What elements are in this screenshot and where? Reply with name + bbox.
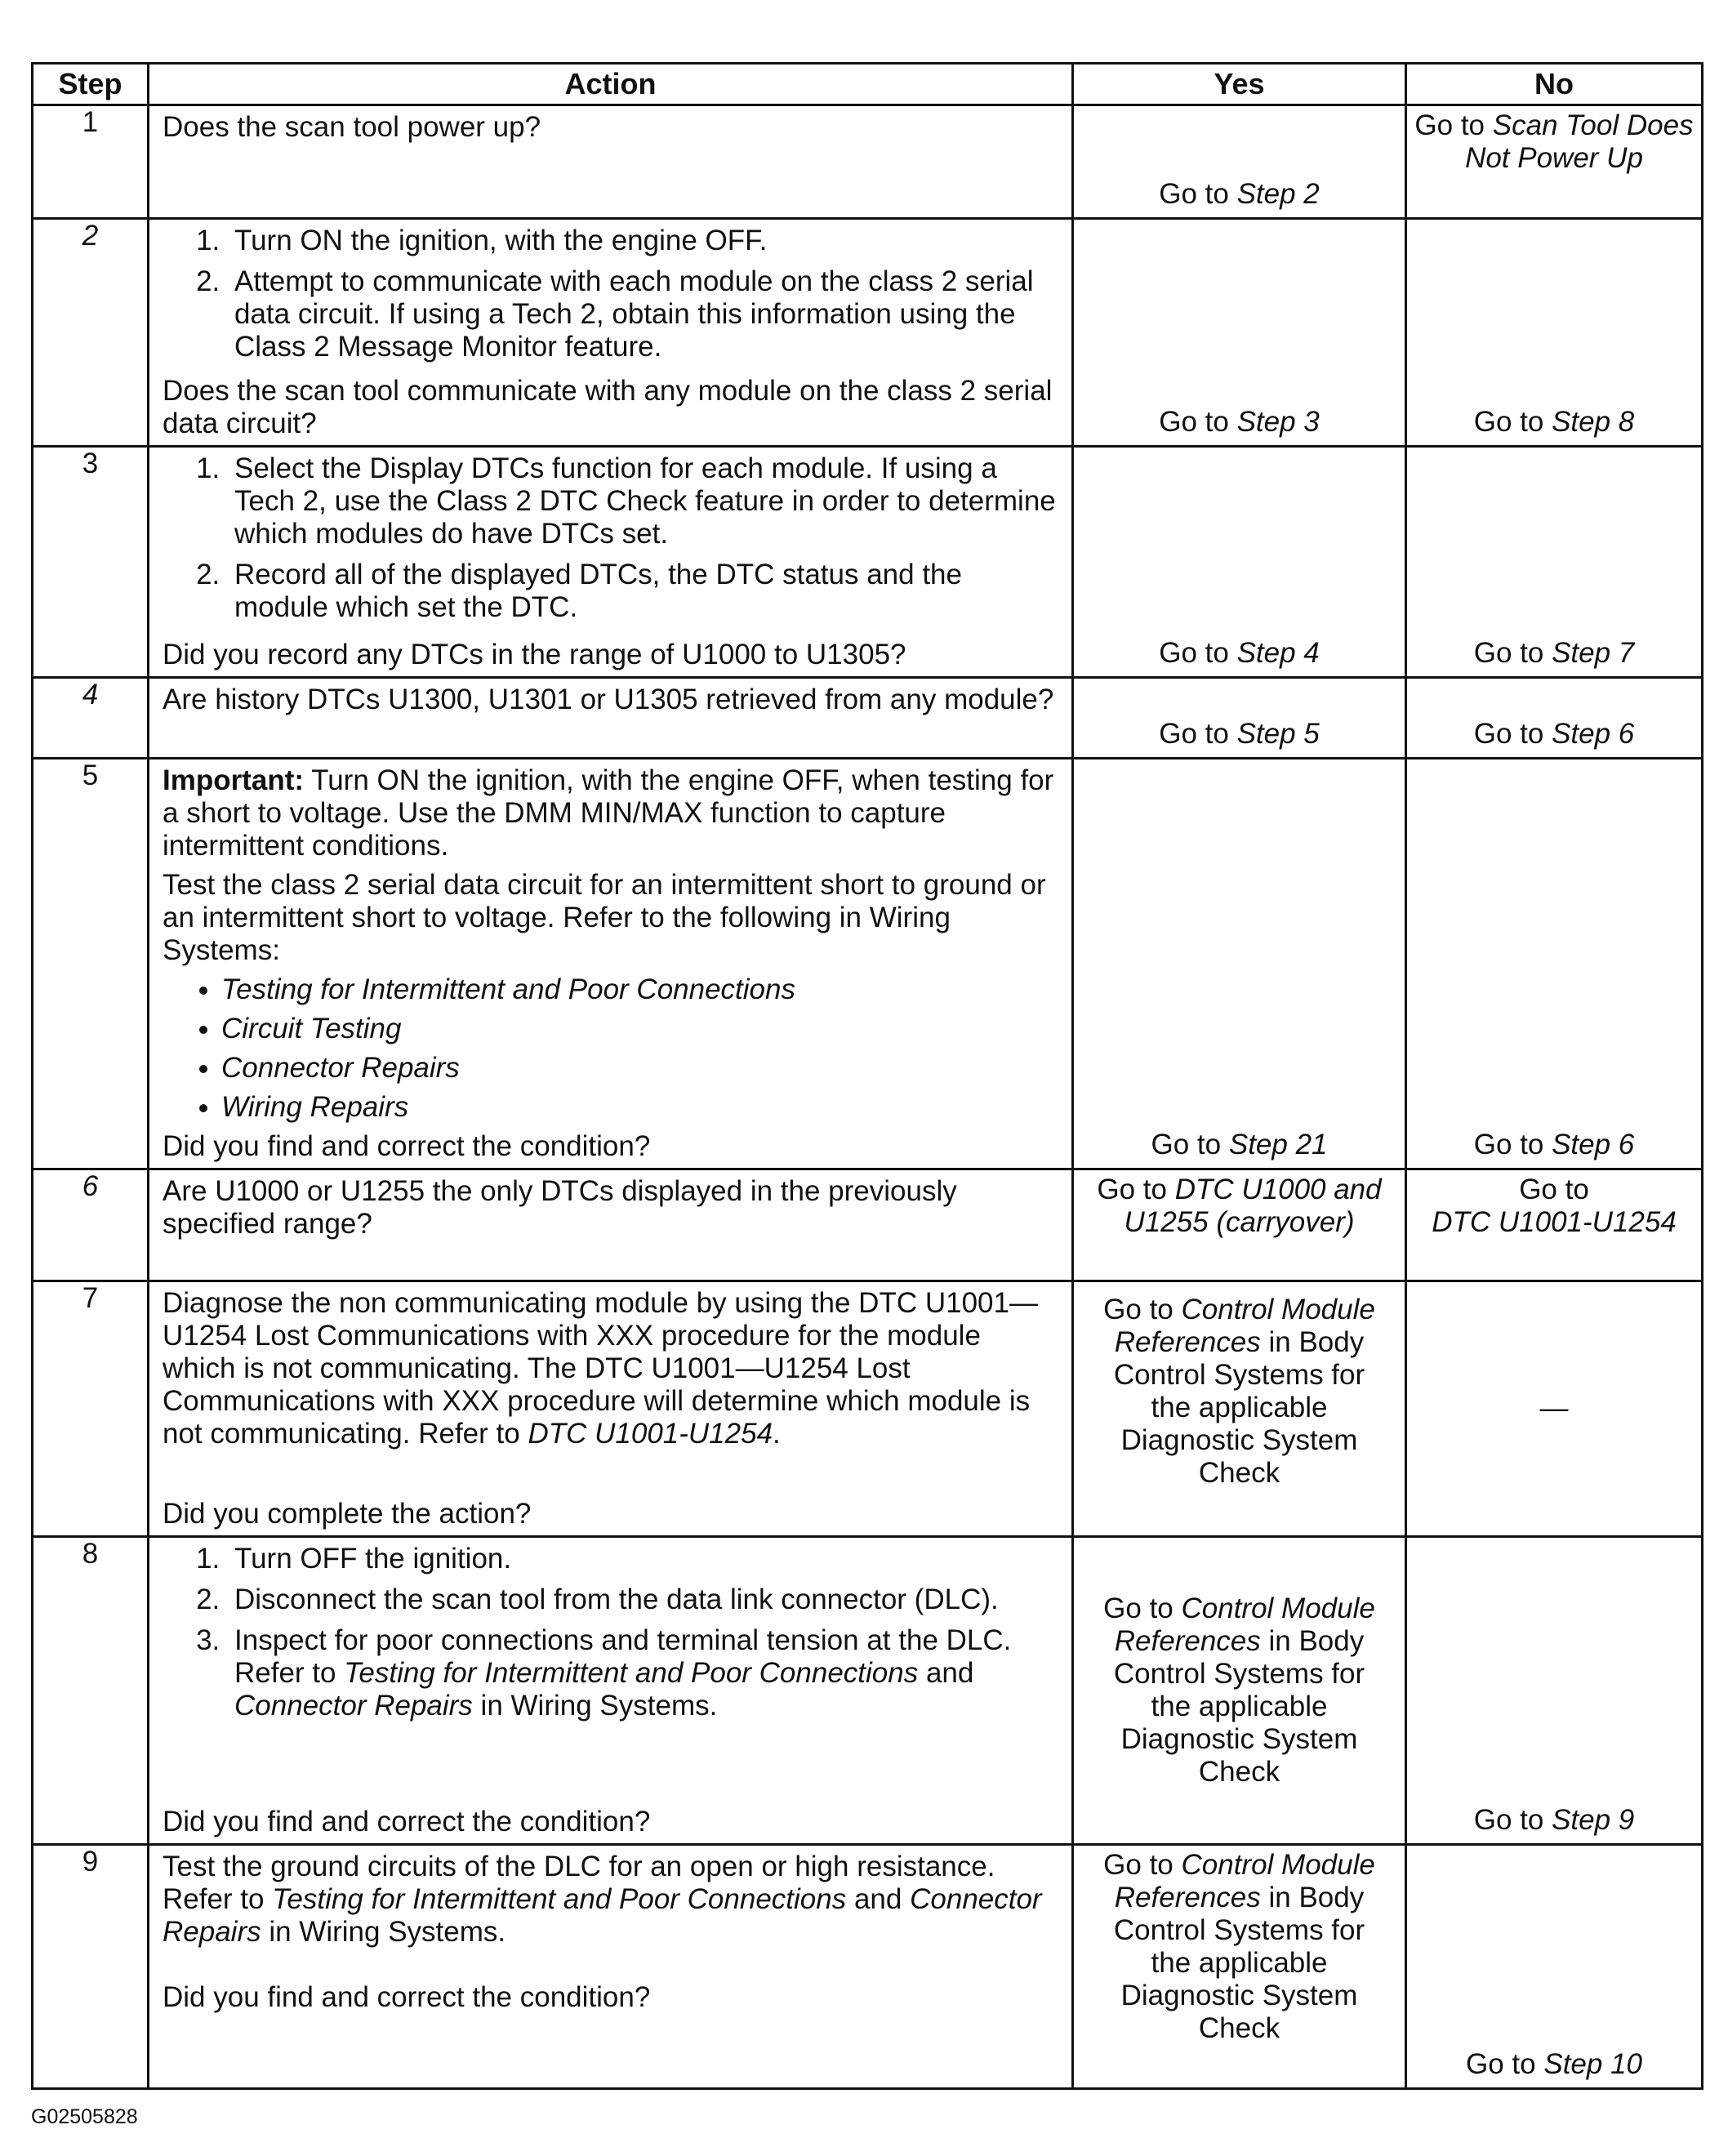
diagnostic-procedure-table — [31, 62, 1704, 2090]
table-row — [33, 1281, 1703, 1537]
figure-id: G02505828 — [31, 2105, 138, 2128]
action-cell — [149, 447, 1073, 678]
dtc-link[interactable]: DTC U1000 and U1255 (carryover) — [1124, 1174, 1382, 1238]
list-item: 1. Turn OFF the ignition. — [228, 1543, 1058, 1575]
go-to-label: Go to — [1473, 718, 1544, 750]
go-to-label: Go to — [1151, 1129, 1222, 1160]
go-to-label: Go to — [1103, 1849, 1174, 1881]
reference-link[interactable]: • Connector Repairs — [221, 1052, 1058, 1085]
action-cell — [149, 1537, 1073, 1845]
step-number: 4 — [33, 678, 149, 759]
yes-cell[interactable] — [1073, 678, 1406, 759]
go-to-label: Go to — [1159, 406, 1229, 438]
scan-tool-link[interactable]: Scan Tool Does Not Power Up — [1465, 109, 1694, 174]
go-to-label: Go to — [1473, 637, 1544, 669]
question-text: Did you find and correct the condition? — [163, 1981, 651, 2013]
list-item: 2. Record all of the displayed DTCs, the DTC status and the module which set the DTC. — [228, 559, 1058, 624]
step-link[interactable]: Step 6 — [1552, 718, 1635, 750]
step-number: 1 — [33, 105, 149, 219]
table-row — [33, 1537, 1703, 1845]
no-cell — [1406, 1281, 1703, 1537]
go-to-label: Go to — [1466, 2048, 1536, 2080]
step-link[interactable]: Step 21 — [1228, 1129, 1328, 1160]
question-text: Are history DTCs U1300, U1301 or U1305 retrieved from any module? — [163, 684, 1054, 715]
yes-cell[interactable] — [1073, 219, 1406, 447]
yes-cell[interactable] — [1073, 1281, 1406, 1537]
yes-cell[interactable] — [1073, 105, 1406, 219]
no-cell[interactable] — [1406, 105, 1703, 219]
step-number: 9 — [33, 1845, 149, 2089]
important-note — [163, 764, 1058, 862]
go-to-label: Go to — [1159, 637, 1229, 669]
table-row — [33, 678, 1703, 759]
go-to-label: Go to — [1414, 109, 1485, 141]
step-link[interactable]: Step 2 — [1236, 178, 1320, 210]
question-text: Does the scan tool communicate with any module on the class 2 serial data circuit? — [163, 375, 1053, 439]
reference-text: in Body Control Systems for the applicable Diagnostic System Check — [1113, 1625, 1365, 1788]
control-module-link[interactable]: Control Module References — [1114, 1294, 1375, 1358]
go-to-label: Go to — [1159, 718, 1229, 750]
action-cell — [149, 1845, 1073, 2089]
question-text: Does the scan tool power up? — [163, 111, 541, 143]
table-row — [33, 1845, 1703, 2089]
reference-link[interactable]: • Testing for Intermittent and Poor Connections — [221, 973, 1058, 1006]
header-step: Step — [33, 64, 149, 105]
list-item: 2. Disconnect the scan tool from the data link connector (DLC). — [228, 1584, 1058, 1616]
control-module-link[interactable]: Control Module References — [1114, 1849, 1375, 1913]
control-module-link[interactable]: Control Module References — [1114, 1592, 1375, 1657]
action-cell — [149, 219, 1073, 447]
no-cell[interactable] — [1406, 219, 1703, 447]
step-number: 7 — [33, 1281, 149, 1537]
step-link[interactable]: Step 10 — [1543, 2048, 1642, 2080]
yes-cell[interactable] — [1073, 759, 1406, 1169]
reference-link[interactable]: Testing for Intermittent and Poor Connections — [344, 1657, 919, 1689]
step-number: 8 — [33, 1537, 149, 1845]
go-to-label: Go to — [1519, 1174, 1589, 1205]
go-to-label: Go to — [1159, 178, 1229, 210]
dtc-link[interactable]: DTC U1001-U1254 — [528, 1418, 773, 1450]
important-label: Important: — [163, 764, 305, 796]
important-text: Turn ON the ignition, with the engine OFF, when testing for a short to voltage. Use the DMM MIN/MAX function to capture intermittent conditions. — [163, 764, 1054, 862]
go-to-label: Go to — [1473, 1129, 1544, 1160]
step-list — [163, 1543, 1058, 1722]
table-row — [33, 219, 1703, 447]
question-text: Did you complete the action? — [163, 1498, 532, 1530]
step-link[interactable]: Step 4 — [1236, 637, 1320, 669]
action-text: Test the class 2 serial data circuit for an intermittent short to ground or an intermittent short to voltage. Refer to the following in Wiring Systems: — [163, 869, 1046, 966]
yes-cell[interactable] — [1073, 1169, 1406, 1281]
question-text: Did you record any DTCs in the range of U1000 to U1305? — [163, 639, 906, 670]
dtc-link[interactable]: DTC U1001-U1254 — [1432, 1206, 1677, 1238]
yes-cell[interactable] — [1073, 447, 1406, 678]
step-link[interactable]: Step 5 — [1236, 718, 1320, 750]
reference-link[interactable]: • Wiring Repairs — [221, 1091, 1058, 1124]
table-row — [33, 759, 1703, 1169]
header-action: Action — [149, 64, 1073, 105]
list-item: 1. Turn ON the ignition, with the engine OFF. — [228, 225, 1058, 257]
yes-cell[interactable] — [1073, 1537, 1406, 1845]
question-text: Did you find and correct the condition? — [163, 1130, 651, 1162]
step-link[interactable]: Step 3 — [1236, 406, 1320, 438]
reference-link[interactable]: • Circuit Testing — [221, 1013, 1058, 1045]
reference-link[interactable]: Connector Repairs — [163, 1883, 1042, 1948]
header-yes: Yes — [1073, 64, 1406, 105]
step-number: 2 — [33, 219, 149, 447]
list-item: 2. Attempt to communicate with each module on the class 2 serial data circuit. If using a Tech 2, obtain this information using the Class 2 Message Monitor feature. — [228, 265, 1058, 363]
reference-list — [163, 973, 1058, 1124]
table-header-row — [33, 64, 1703, 105]
question-text: Did you find and correct the condition? — [163, 1806, 651, 1838]
table-row — [33, 1169, 1703, 1281]
no-cell[interactable] — [1406, 447, 1703, 678]
step-list — [163, 225, 1058, 363]
no-cell[interactable] — [1406, 1537, 1703, 1845]
reference-text: in Body Control Systems for the applicable Diagnostic System Check — [1113, 1882, 1365, 2044]
step-link[interactable]: Step 8 — [1552, 406, 1635, 438]
step-number: 6 — [33, 1169, 149, 1281]
not-applicable-dash: — — [1539, 1392, 1569, 1424]
reference-text: in Body Control Systems for the applicable Diagnostic System Check — [1113, 1326, 1365, 1489]
action-text: Test the ground circuits of the DLC for an open or high resistance. Refer to Testing for Intermittent and Poor Connections and Connector Repairs in Wiring Systems. — [163, 1851, 1042, 1948]
yes-cell[interactable] — [1073, 1845, 1406, 2089]
go-to-label: Go to — [1103, 1592, 1174, 1624]
question-text: Are U1000 or U1255 the only DTCs displayed in the previously specified range? — [163, 1175, 957, 1240]
table-row — [33, 105, 1703, 219]
step-list — [163, 452, 1058, 624]
list-item: 1. Select the Display DTCs function for each module. If using a Tech 2, use the Class 2 DTC Check feature in order to determine which modules do have DTCs set. — [228, 452, 1058, 550]
action-cell — [149, 105, 1073, 219]
step-number: 3 — [33, 447, 149, 678]
step-link[interactable]: Step 6 — [1552, 1129, 1635, 1160]
reference-link[interactable]: Connector Repairs — [234, 1690, 473, 1722]
action-cell — [149, 1169, 1073, 1281]
table-row — [33, 447, 1703, 678]
action-cell — [149, 678, 1073, 759]
action-cell — [149, 759, 1073, 1169]
action-text: Diagnose the non communicating module by using the DTC U1001—U1254 Lost Communications with XXX procedure for the module which is not communicating. The DTC U1001—U1254 Lost Communications with XXX procedure will determine which module is not communicating. Refer to DTC U1001-U1254. — [163, 1287, 1038, 1450]
no-cell[interactable] — [1406, 678, 1703, 759]
no-cell[interactable] — [1406, 759, 1703, 1169]
no-cell[interactable] — [1406, 1845, 1703, 2089]
go-to-label: Go to — [1473, 406, 1544, 438]
step-number: 5 — [33, 759, 149, 1169]
go-to-label: Go to — [1103, 1294, 1174, 1325]
header-no: No — [1406, 64, 1703, 105]
step-link[interactable]: Step 7 — [1552, 637, 1635, 669]
go-to-label: Go to — [1097, 1174, 1167, 1205]
reference-link[interactable]: Testing for Intermittent and Poor Connections — [272, 1883, 847, 1915]
no-cell[interactable] — [1406, 1169, 1703, 1281]
step-link[interactable]: Step 9 — [1552, 1804, 1635, 1836]
list-item: 3. Inspect for poor connections and terminal tension at the DLC. Refer to Testing for Intermittent and Poor Connections and Connector Repairs in Wiring Systems. — [228, 1624, 1058, 1722]
go-to-label: Go to — [1473, 1804, 1544, 1836]
action-cell — [149, 1281, 1073, 1537]
